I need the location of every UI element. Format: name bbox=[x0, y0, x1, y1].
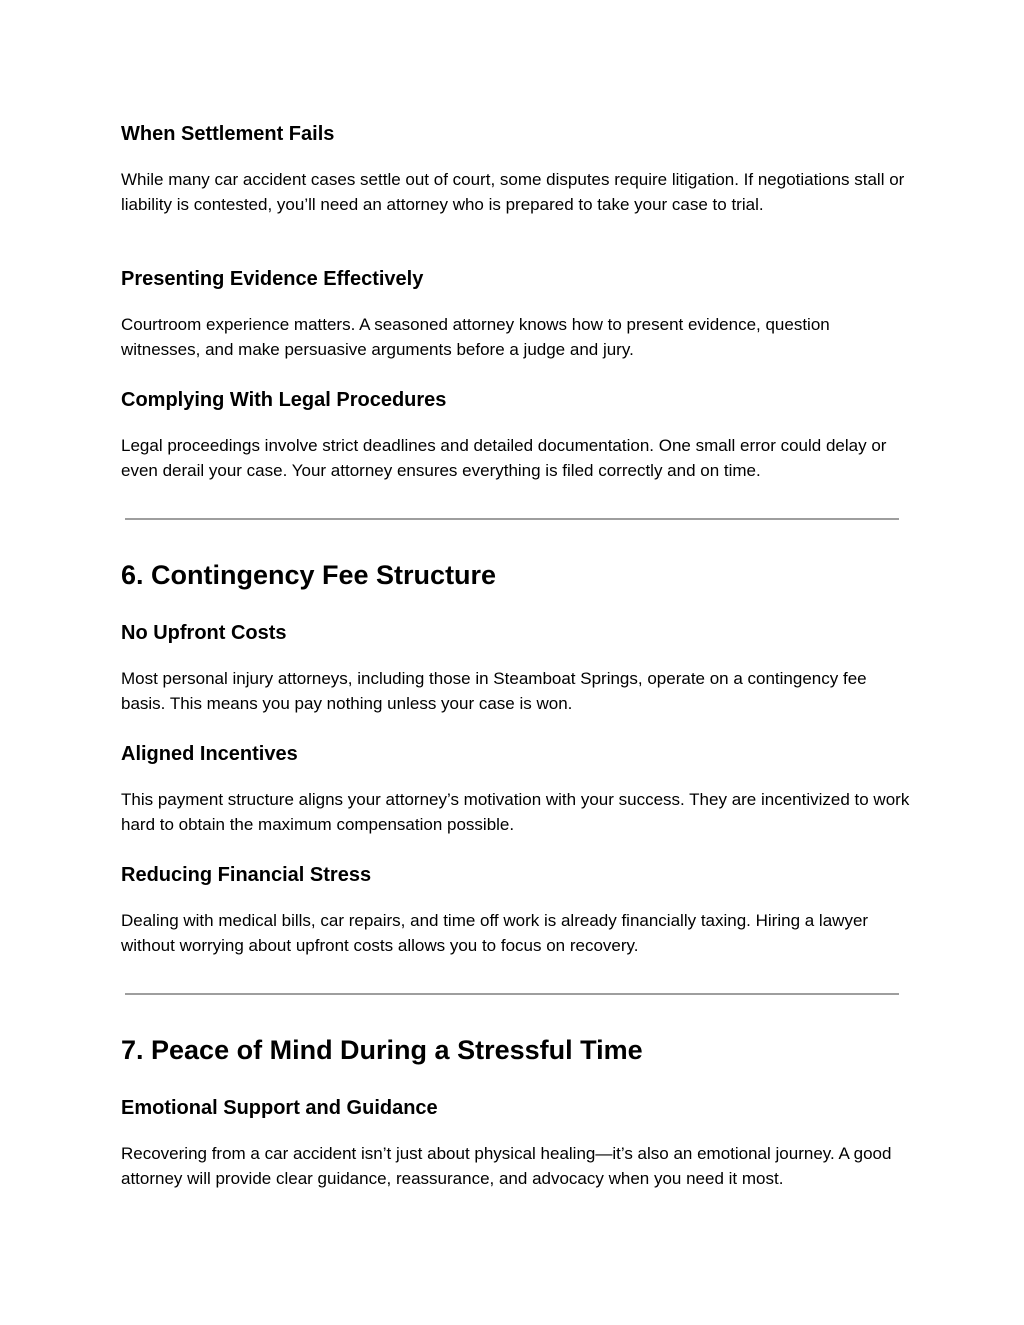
paragraph-when-settlement-fails: While many car accident cases settle out of court, some disputes require litigation. If negotiations stall or liability is contested, you’ll need an attorney who is prepared to take your case to trial. bbox=[121, 170, 905, 214]
paragraph-aligned-incentives: This payment structure aligns your attorney’s motivation with your success. They are incentivized to work hard to obtain the maximum compensation possible. bbox=[121, 790, 910, 834]
paragraph-complying-legal-procedures: Legal proceedings involve strict deadlines and detailed documentation. One small error could delay or even derail your case. Your attorney ensures everything is filed correctly and on time. bbox=[121, 436, 887, 480]
paragraph-emotional-support: Recovering from a car accident isn’t just about physical healing—it’s also an emotional journey. A good attorney will provide clear guidance, reassurance, and advocacy when you need it most. bbox=[121, 1144, 892, 1188]
heading-no-upfront-costs: No Upfront Costs bbox=[121, 622, 287, 644]
horizontal-divider bbox=[125, 518, 899, 520]
heading-presenting-evidence: Presenting Evidence Effectively bbox=[121, 268, 424, 290]
heading-complying-legal-procedures: Complying With Legal Procedures bbox=[121, 389, 447, 411]
paragraph-presenting-evidence: Courtroom experience matters. A seasoned attorney knows how to present evidence, question witnesses, and make persuasive arguments before a judge and jury. bbox=[121, 315, 830, 359]
paragraph-reducing-financial-stress: Dealing with medical bills, car repairs, and time off work is already financially taxing. Hiring a lawyer without worrying about upfront costs allows you to focus on recovery. bbox=[121, 911, 869, 955]
heading-reducing-financial-stress: Reducing Financial Stress bbox=[121, 864, 372, 886]
heading-when-settlement-fails: When Settlement Fails bbox=[121, 123, 335, 145]
horizontal-divider bbox=[125, 993, 899, 995]
section-title-contingency-fee: 6. Contingency Fee Structure bbox=[121, 560, 497, 590]
heading-aligned-incentives: Aligned Incentives bbox=[121, 743, 298, 765]
heading-emotional-support: Emotional Support and Guidance bbox=[121, 1097, 438, 1119]
paragraph-no-upfront-costs: Most personal injury attorneys, including those in Steamboat Springs, operate on a contingency fee basis. This means you pay nothing unless your case is won. bbox=[121, 669, 867, 713]
section-title-peace-of-mind: 7. Peace of Mind During a Stressful Time bbox=[121, 1035, 643, 1065]
